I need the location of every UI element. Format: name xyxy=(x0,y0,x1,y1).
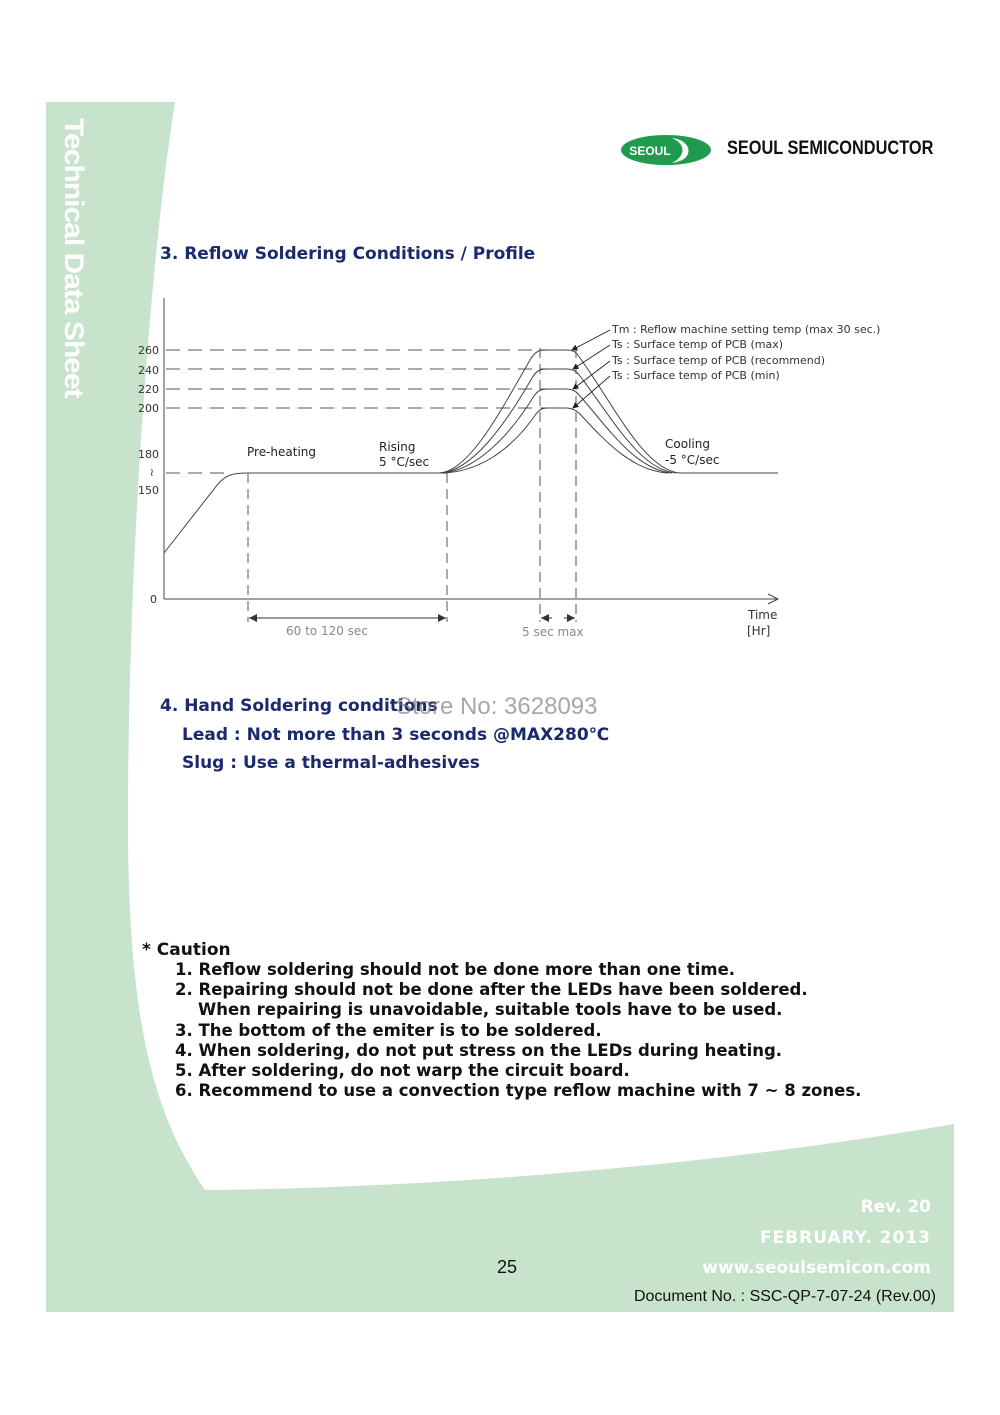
cooling-rate: -5 °C/sec xyxy=(665,453,720,467)
y-tick-150: 150 xyxy=(138,484,159,497)
legend-ts-min: Ts : Surface temp of PCB (min) xyxy=(612,369,780,382)
chart-annotations xyxy=(247,437,719,469)
reflow-profile-chart xyxy=(0,0,1000,680)
rising-rate: 5 °C/sec xyxy=(379,455,430,469)
caution-item: 4. When soldering, do not put stress on the LEDs during heating. xyxy=(175,1040,783,1060)
caution-item-continuation: When repairing is unavoidable, suitable tools have to be used. xyxy=(198,1000,783,1020)
x-axis-unit: [Hr] xyxy=(747,624,771,638)
caution-title: * Caution xyxy=(142,940,231,960)
y-tick-200: 200 xyxy=(138,402,159,415)
pointer-ts-min xyxy=(573,376,610,408)
y-tick-220: 220 xyxy=(138,383,159,396)
preheat-duration-label: 60 to 120 sec xyxy=(286,624,368,638)
y-tick-260: 260 xyxy=(138,344,159,357)
company-name: SEOUL SEMICONDUCTOR xyxy=(727,138,934,159)
legend-pointers xyxy=(572,330,610,408)
legend-ts-max: Ts : Surface temp of PCB (max) xyxy=(612,338,784,351)
peak-duration-label: 5 sec max xyxy=(522,625,584,639)
cooling-label: Cooling xyxy=(665,437,710,451)
pointer-tm xyxy=(572,330,610,350)
section-4-title: 4. Hand Soldering conditions xyxy=(160,696,438,716)
y-tick-labels xyxy=(138,344,159,606)
y-tick-240: 240 xyxy=(138,364,159,377)
duration-labels xyxy=(286,624,584,639)
revision-date: FEBRUARY. 2013 xyxy=(759,1228,931,1248)
curve-ts-min-200 xyxy=(440,408,668,473)
legend-tm: Tm : Reflow machine setting temp (max 30 sec.) xyxy=(612,323,881,336)
x-axis-label: Time xyxy=(748,608,778,622)
caution-list xyxy=(175,960,861,1101)
caution-item: 1. Reflow soldering should not be done more than one time. xyxy=(175,960,736,979)
curve-common-start xyxy=(164,473,447,553)
store-watermark: Store No: 3628093 xyxy=(396,693,598,720)
curve-ts-max-240 xyxy=(440,369,676,473)
legend-ts-rec: Ts : Surface temp of PCB (recommend) xyxy=(612,354,826,367)
section-3-title: 3. Reflow Soldering Conditions / Profile xyxy=(160,244,536,264)
caution-item: 5. After soldering, do not warp the circuit board. xyxy=(175,1061,630,1081)
y-tick-180: 180 xyxy=(138,448,159,461)
lead-condition: Lead : Not more than 3 seconds @MAX280℃ xyxy=(182,725,610,745)
logo-text: SEOUL xyxy=(629,144,671,158)
revision: Rev. 20 xyxy=(860,1197,931,1217)
caution-item: 2. Repairing should not be done after the LEDs have been soldered. xyxy=(175,980,808,1000)
y-tick-0: 0 xyxy=(150,593,157,606)
slug-condition: Slug : Use a thermal-adhesives xyxy=(182,753,480,773)
preheat-label: Pre-heating xyxy=(247,445,317,459)
y-axis-break: ≀ xyxy=(149,466,154,479)
page-number: 25 xyxy=(497,1257,518,1277)
caution-item: 3. The bottom of the emiter is to be soldered. xyxy=(175,1020,602,1040)
legend xyxy=(611,323,880,382)
side-title: Technical Data Sheet xyxy=(58,118,89,398)
x-axis-labels xyxy=(747,608,777,638)
curve-ts-rec-220 xyxy=(440,389,672,473)
rising-label: Rising xyxy=(379,440,416,454)
caution-item: 6. Recommend to use a convection type reflow machine with 7 ~ 8 zones. xyxy=(175,1081,862,1101)
document-number: Document No. : SSC-QP-7-07-24 (Rev.00) xyxy=(633,1288,936,1305)
website-link[interactable]: www.seoulsemicon.com xyxy=(702,1258,931,1278)
temp-guides xyxy=(166,350,560,473)
